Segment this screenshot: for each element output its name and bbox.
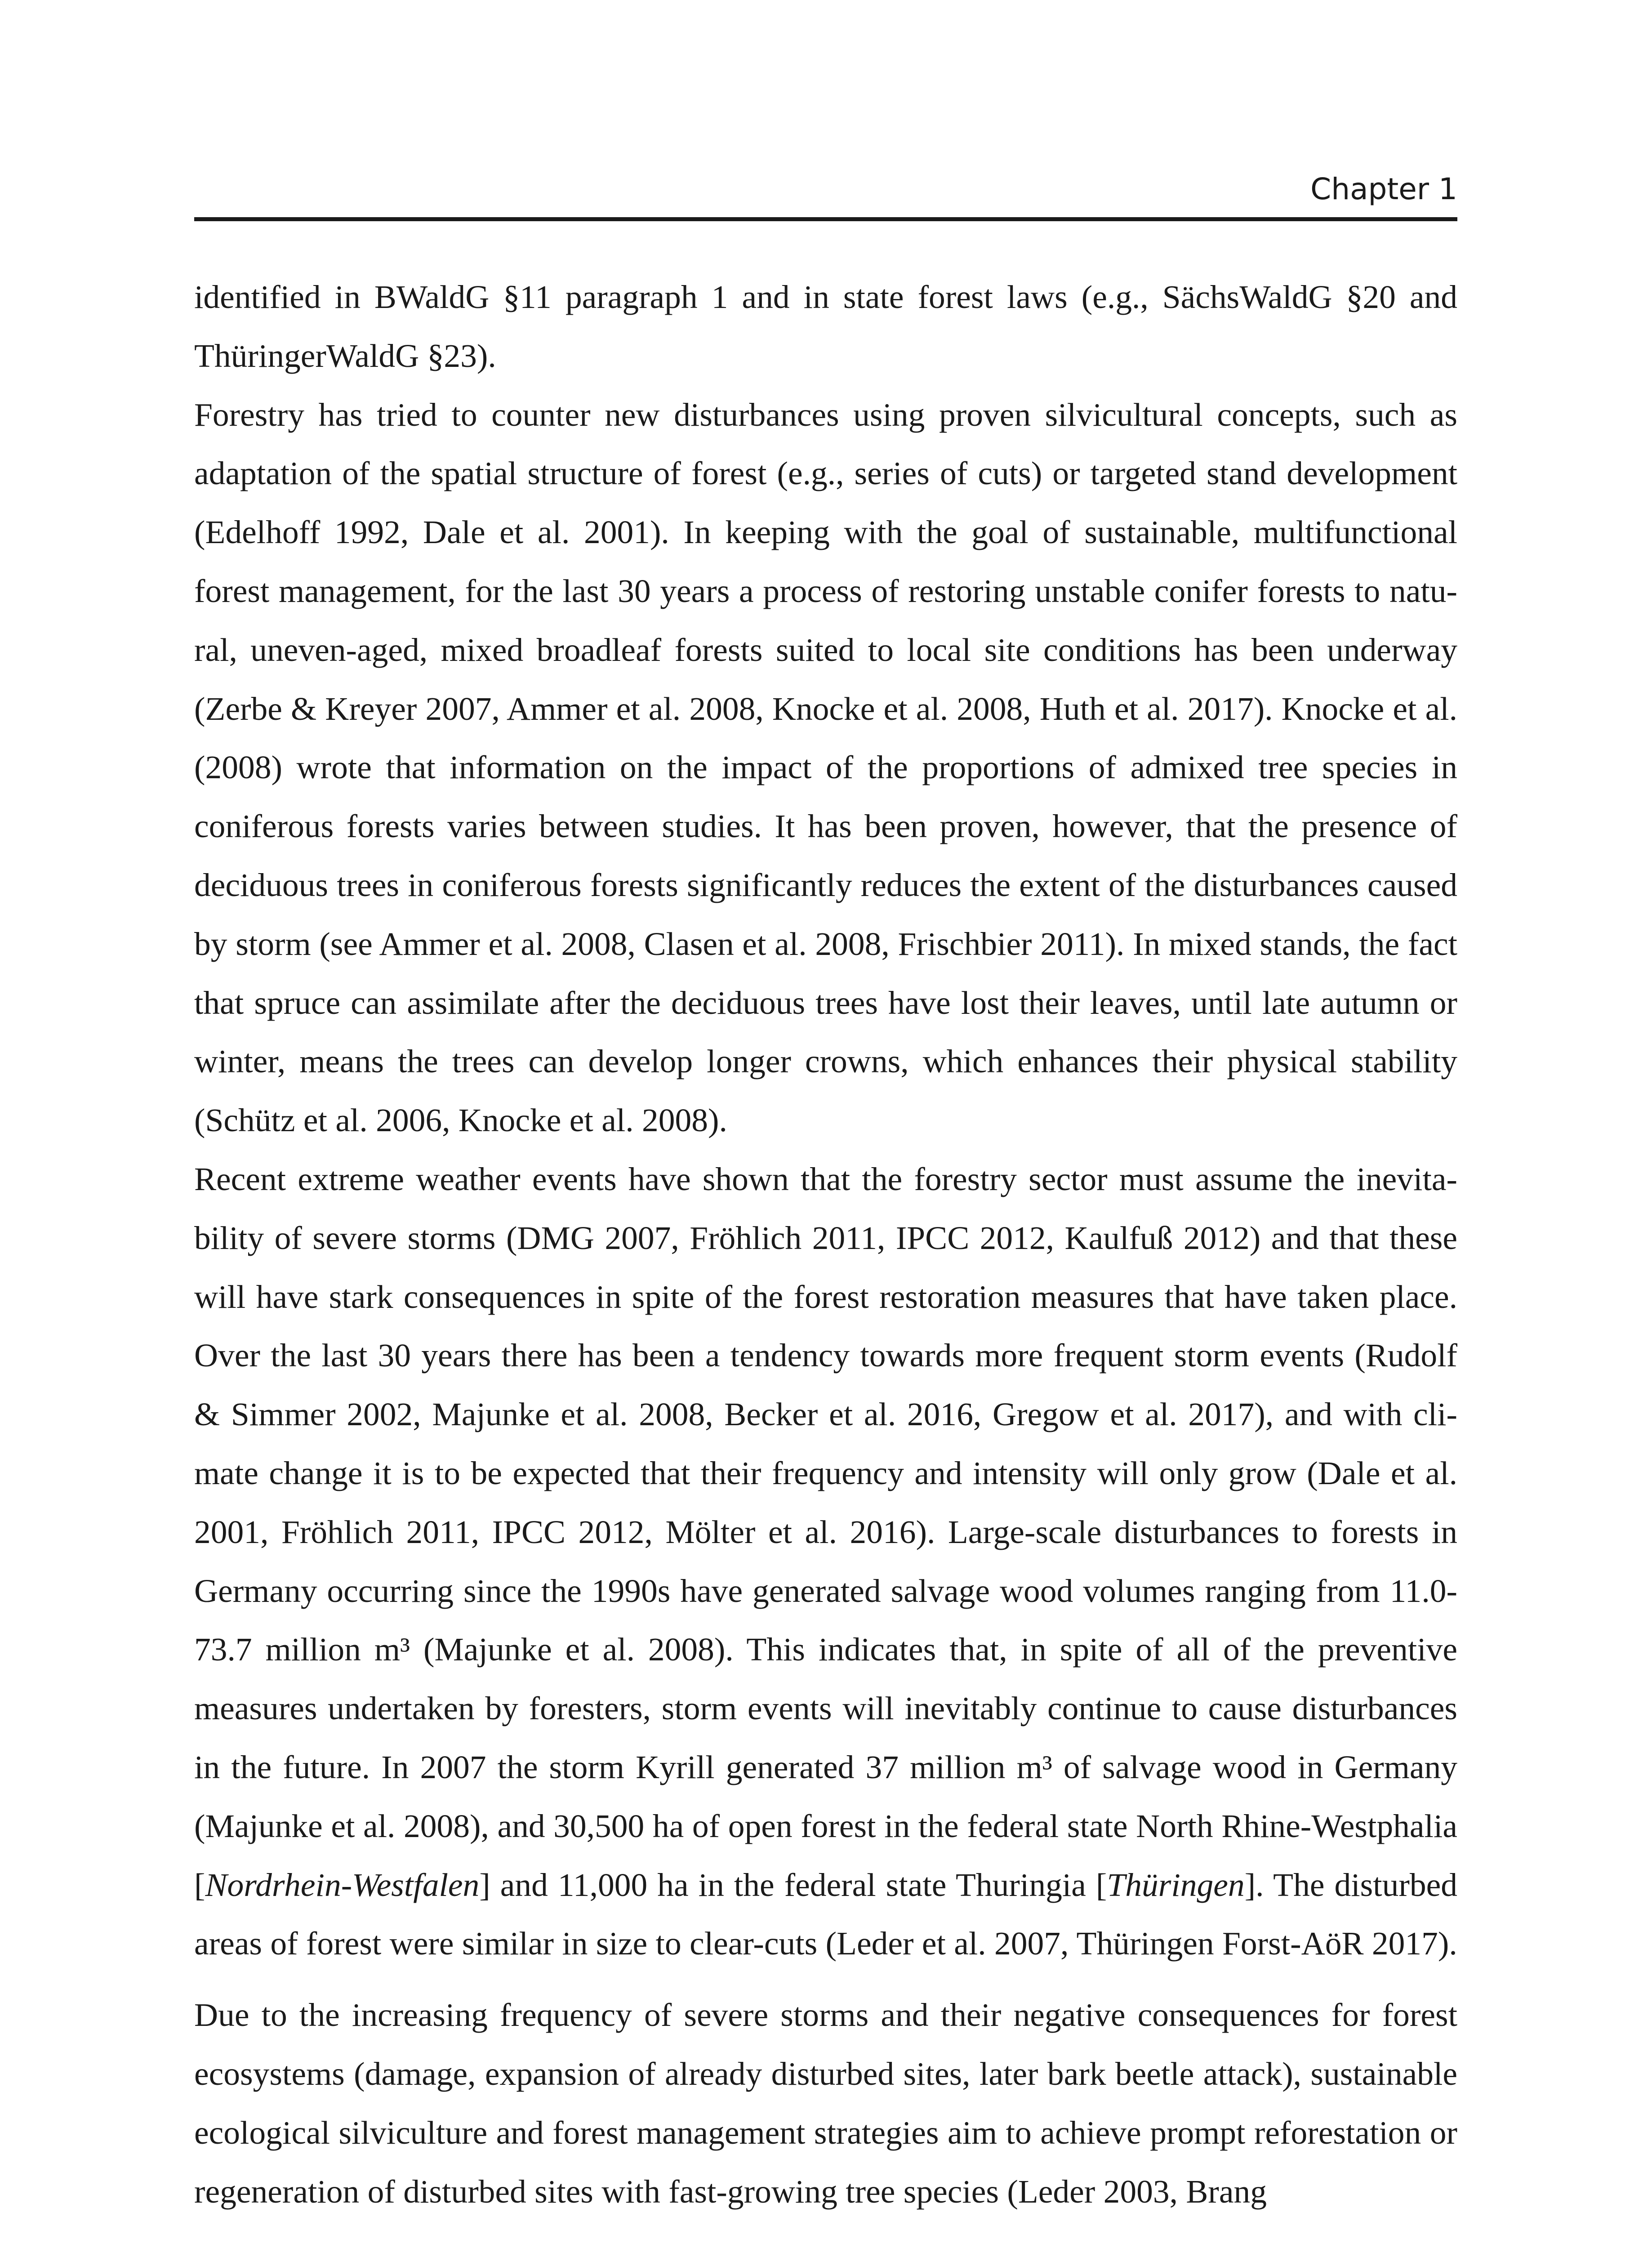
paragraph-2: Forestry has tried to counter new disturbances using proven silvicultural concepts, such as adaptation of the spatial structure of forest (e.g., series of cuts) or targeted stand development (Edelhoff 1992, Dale et al. 2001). In keeping with the goal of sustainable, multifunctional forest management, for the last 30 years a process of restoring unstable conifer forests to natural, uneven-aged, mixed broadleaf forests suited to local site conditions has been underway (Zerbe & Kreyer 2007, Ammer et al. 2008, Knocke et al. 2008, Huth et al. 2017). Knocke et al. (2008) wrote that information on the impact of the proportions of admixed tree species in coniferous forests varies between studies. It has been proven, however, that the presence of deciduous trees in coniferous forests significantly reduces the extent of the disturbances caused by storm (see Ammer et al. 2008, Clasen et al. 2008, Frischbier 2011). In mixed stands, the fact that spruce can assimilate after the deciduous trees have lost their leaves, until late autumn or winter, means the trees can develop longer crowns, which enhances their physical stability (Schütz et al. 2006, Knocke et al. 2008).: [194, 396, 1457, 1139]
paragraph-3-part-3: ]. The disturbed areas of forest were similar in size to clear-cuts (Leder et al. 2007, Thüringen Forst-AöR 2017).: [194, 1866, 1457, 1962]
italic-term-thueringen: Thüringen: [1107, 1866, 1245, 1903]
body-text: [194, 268, 1457, 2221]
running-header-chapter: Chapter 1: [1310, 172, 1457, 206]
paragraph-3-part-1: Recent extreme weather events have shown that the forestry sector must assume the inevitability of severe storms (DMG 2007, Fröhlich 2011, IPCC 2012, Kaulfuß 2012) and that these will have stark consequences in spite of the forest restoration measures that have taken place. Over the last 30 years there has been a tendency towards more frequent storm events (Rudolf & Simmer 2002, Majunke et al. 2008, Becker et al. 2016, Gregow et al. 2017), and with climate change it is to be expected that their frequency and intensity will only grow (Dale et al. 2001, Fröhlich 2011, IPCC 2012, Mölter et al. 2016). Large-scale disturbances to forests in Germany occurring since the 1990s have generated salvage wood volumes ranging from 11.0-73.7 million m³ (Majunke et al. 2008). This indicates that, in spite of all of the preventive measures undertaken by foresters, storm events will inevitably continue to cause disturbances in the future. In 2007 the storm Kyrill generated 37 million m³ of salvage wood in Germany (Majunke et al. 2008), and 30,500 ha of open forest in the federal state North Rhine-Westphalia [: [194, 1160, 1457, 1903]
italic-term-nordrhein-westfalen: Nordrhein-Westfalen: [205, 1866, 480, 1903]
header-rule: [194, 217, 1457, 221]
paragraph-1: identified in BWaldG §11 paragraph 1 and in state forest laws (e.g., SächsWaldG §20 and ThüringerWaldG §23).: [194, 279, 1457, 374]
paragraph-3-part-2: ] and 11,000 ha in the federal state Thuringia [: [479, 1866, 1107, 1903]
paragraph-3: [194, 1150, 1457, 1973]
paragraph-4: Due to the increasing frequency of severe storms and their negative consequences for forest ecosystems (damage, expansion of already disturbed sites, later bark beetle attack), sustainable ecological silviculture and forest management strategies aim to achieve prompt reforestation or regeneration of disturbed sites with fast-growing tree species (Leder 2003, Brang: [194, 1997, 1457, 2210]
